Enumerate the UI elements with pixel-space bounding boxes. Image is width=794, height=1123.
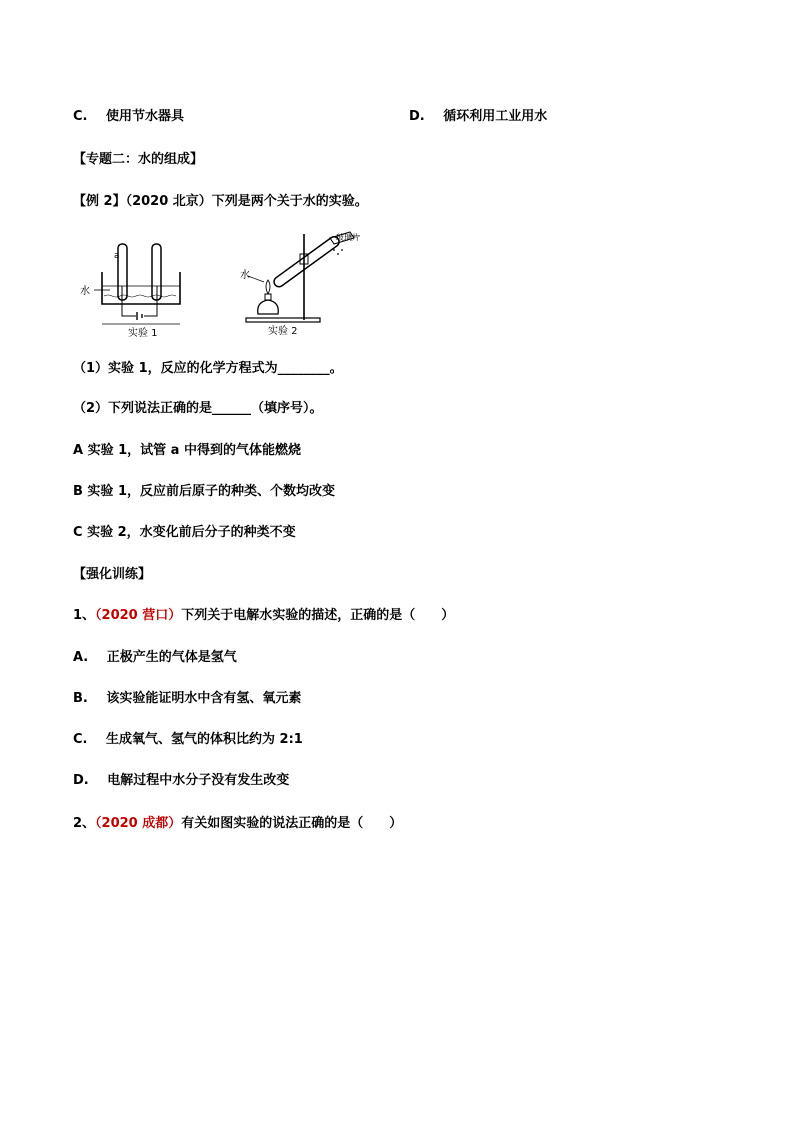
training-option-d [73,772,289,790]
option-d [409,108,547,126]
example-option-a: A 实验 1，试管 a 中得到的气体能燃烧 [73,443,301,458]
experiment-2-figure [238,228,368,340]
example-source: （2020 北京） [125,194,212,209]
label-glass-plate: 玻璃片 [336,233,360,242]
label-a: a [114,251,120,261]
training-question-1 [73,607,454,625]
option-letter: B. [73,691,88,706]
option-text: 正极产生的气体是氢气 [106,650,237,665]
question-source: （2020 营口） [95,608,182,623]
option-text: 电解过程中水分子没有发生改变 [107,773,290,788]
figure-caption: 实验 2 [268,326,298,337]
option-text: 该实验能证明水中含有氢、氧元素 [106,691,302,706]
training-question-2 [73,815,402,833]
example-option-c: C 实验 2，水变化前后分子的种类不变 [73,525,296,540]
example-option-b: B 实验 1，反应前后原子的种类、个数均改变 [73,484,336,499]
figure-caption: 实验 1 [128,328,158,339]
experiment-1-figure [80,236,200,340]
option-letter: C. [73,732,88,747]
example-text: 下列是两个关于水的实验。 [211,194,368,209]
option-letter: D. [409,109,425,124]
example-stem [73,193,368,211]
question-number: 1、 [73,608,96,623]
question-1: （1）实验 1，反应的化学方程式为________。 [73,361,343,376]
option-letter: C. [73,109,88,124]
question-stem: 有关如图实验的说法正确的是（ ） [181,816,403,831]
option-letter: A. [73,650,89,665]
training-heading: 【强化训练】 [73,567,152,582]
label-water: 水 [80,286,90,297]
example-tag: 【例 2】 [73,194,126,209]
question-2: （2）下列说法正确的是______（填序号）。 [73,401,323,416]
option-letter: D. [73,773,89,788]
training-option-b [73,690,301,708]
question-stem: 下列关于电解水实验的描述，正确的是（ ） [181,608,455,623]
training-option-a [73,649,237,667]
option-text: 循环利用工业用水 [443,109,548,124]
label-water: 水 [240,270,250,281]
training-option-c [73,731,303,749]
question-source: （2020 成都） [95,816,182,831]
question-number: 2、 [73,816,96,831]
topic-heading: 【专题二：水的组成】 [73,152,204,167]
option-c [73,108,184,126]
option-text: 生成氧气、氢气的体积比约为 2:1 [106,732,303,747]
option-text: 使用节水器具 [106,109,185,124]
